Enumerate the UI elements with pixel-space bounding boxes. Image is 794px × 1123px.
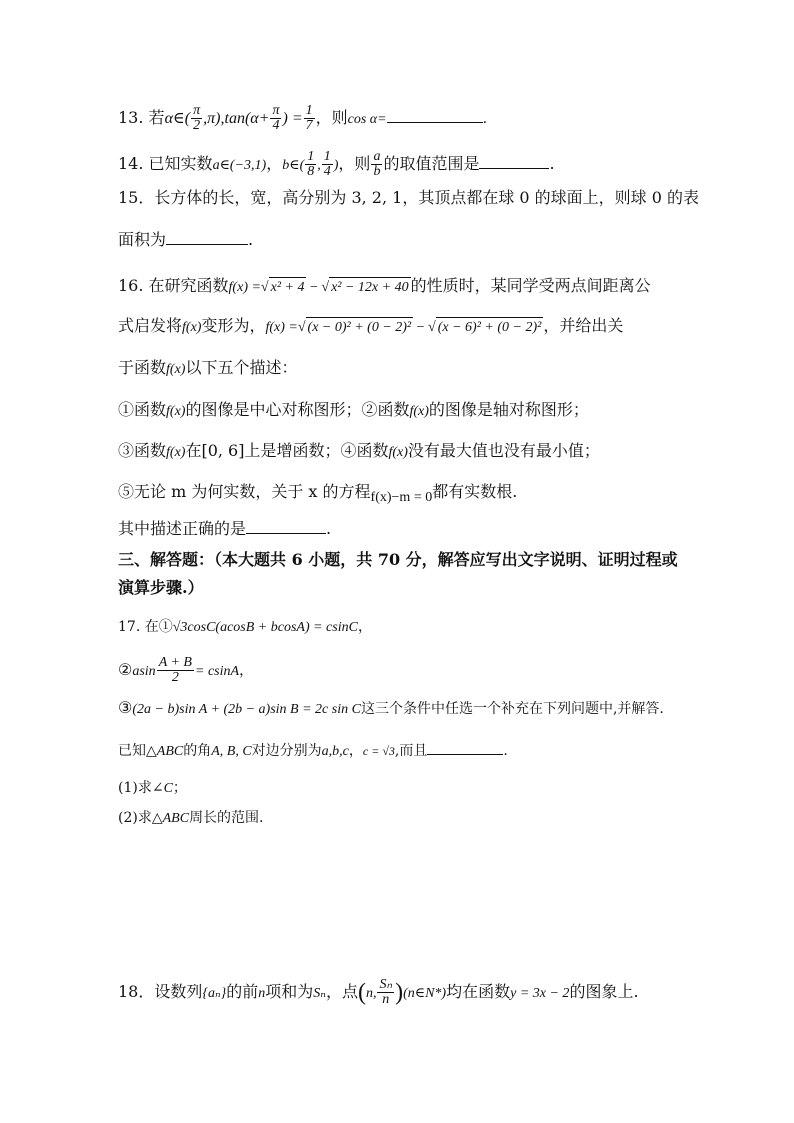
math: f(x)−m = 0: [370, 490, 433, 505]
sqrt-symbol: √: [297, 320, 306, 335]
text: 项和为: [265, 982, 314, 1001]
math: {aₙ}: [202, 986, 227, 1001]
math: (2a − b)sin A + (2b − a)sin B = 2c sin C: [132, 702, 361, 717]
text: ⑤无论 m 为何实数，关于 x 的方程: [118, 482, 371, 501]
text: 均在函数: [446, 982, 511, 1001]
text: ，: [266, 154, 283, 173]
text: ，并给出关: [543, 316, 624, 335]
text: ，: [357, 619, 372, 635]
text: 的角: [183, 743, 212, 759]
math: (x − 0)² + (0 − 2)²: [306, 317, 414, 338]
answer-blank: [166, 230, 248, 245]
text: ，点: [325, 982, 358, 1001]
fraction-a-plus-b-over-2: $\frac{A + B}{2}$: [158, 655, 192, 685]
math: ): [333, 158, 339, 173]
math: −: [413, 320, 429, 335]
math: a,b,c: [321, 744, 349, 759]
text: ，则: [315, 108, 348, 127]
question-17-line-3: [118, 698, 664, 720]
text: .: [482, 111, 488, 127]
text: ①函数: [118, 400, 167, 419]
question-15-line-1: 15．长方体的长，宽，高分别为 3, 2, 1，其顶点都在球 0 的球面上，则球 0 的表: [118, 188, 700, 207]
text: ；: [172, 780, 187, 796]
math: ∠C: [151, 781, 173, 796]
text: ③: [118, 698, 133, 717]
text: 的前: [226, 982, 259, 1001]
math: ,π),tan(α+: [203, 110, 270, 127]
answer-blank: [387, 108, 483, 123]
text: 式启发将: [118, 316, 183, 335]
answer-blank: [246, 519, 326, 534]
math: △ABC: [151, 811, 190, 826]
text: 的图像是轴对称图形；: [428, 400, 589, 419]
question-15-line-2: [118, 230, 253, 250]
question-16-item-5: [118, 482, 517, 508]
text: 已知: [118, 743, 146, 759]
text: .: [503, 743, 508, 759]
math: x² − 12x + 40: [329, 277, 411, 298]
math: a∈(−3,1): [212, 158, 267, 173]
question-13: [118, 104, 487, 133]
text: ②: [118, 660, 133, 679]
answer-blank: [479, 154, 549, 169]
math: (n∈N*): [403, 986, 447, 1001]
math: = csinA: [195, 664, 240, 679]
math: n,: [365, 986, 377, 1001]
text: 面积为: [118, 230, 167, 249]
math: c = √3: [362, 744, 395, 758]
math: ,: [317, 158, 321, 173]
question-14: [118, 150, 555, 179]
math: α∈(: [164, 110, 191, 127]
section-heading-line-2: 演算步骤.）: [118, 578, 204, 597]
math: b∈(: [282, 158, 305, 173]
text: 没有最大值也没有最小值；: [407, 441, 600, 460]
fraction-1-4: $\frac{1}{4}$: [323, 149, 331, 179]
text: .: [248, 230, 254, 249]
math: cos α=: [347, 112, 387, 127]
answer-blank: [427, 740, 503, 755]
text: 周长的范围.: [189, 810, 264, 826]
math: f(x): [166, 404, 186, 419]
text: ，则: [338, 154, 371, 173]
math: asin: [132, 664, 156, 679]
sqrt-symbol: √: [260, 280, 269, 295]
math: x² + 4: [269, 277, 307, 298]
question-17-line-4: [118, 740, 508, 762]
text: 在[0, 6]上是增函数；④函数: [185, 441, 389, 460]
question-16-line-1: [118, 276, 651, 298]
fraction-pi-2: $\frac{\pi}{2}$: [193, 103, 201, 133]
question-16-line-3: [118, 358, 297, 380]
math: y = 3x − 2: [510, 986, 570, 1001]
math: √3cosC(acosB + bcosA) = csinC: [172, 620, 358, 635]
fraction-sn-over-n: $\frac{\text{Sₙ}}{n}$: [379, 977, 393, 1007]
text: 17. 在①: [118, 619, 173, 635]
text: 已知实数: [148, 154, 213, 173]
text: 的取值范围是: [383, 154, 480, 173]
math: f(x): [166, 362, 186, 377]
question-17-part-1: [118, 778, 187, 799]
math: f(x) =: [265, 320, 298, 335]
question-17-line-1: [118, 616, 372, 638]
text: .: [326, 519, 332, 538]
text: 16. 在研究函数: [118, 276, 229, 295]
paren-close: ): [395, 979, 404, 1006]
question-17-line-2: [118, 656, 253, 685]
fraction-1-8: $\frac{1}{8}$: [307, 149, 315, 179]
math: Sₙ: [313, 986, 326, 1001]
text: 的性质时，某同学受两点间距离公: [410, 276, 651, 295]
math: f(x): [182, 320, 202, 335]
sqrt-symbol: √: [321, 280, 330, 295]
text: 其中描述正确的是: [118, 519, 247, 538]
text: 若: [148, 108, 165, 127]
text: ,而且: [394, 743, 428, 759]
math: (x − 6)² + (0 − 2)²: [436, 317, 544, 338]
math: f(x): [409, 404, 429, 419]
math: −: [306, 280, 322, 295]
question-16-item-1-2: [118, 400, 589, 422]
math: f(x): [166, 445, 186, 460]
text: 以下五个描述：: [185, 358, 298, 377]
section-heading: 三、解答题：（本大题共 6 小题，共 70 分，解答应写出文字说明、证明过程或: [118, 550, 678, 569]
math: f(x) =: [228, 280, 261, 295]
math: n: [258, 986, 266, 1001]
text: 于函数: [118, 358, 167, 377]
text: .: [549, 154, 555, 173]
question-number: 14.: [118, 154, 144, 173]
text: 都有实数根.: [432, 482, 518, 501]
math: ) =: [282, 110, 303, 127]
fraction-pi-4: $\frac{\pi}{4}$: [272, 103, 280, 133]
sqrt-symbol: √: [428, 320, 436, 335]
math: △ABC: [146, 744, 184, 759]
text: ，: [348, 743, 363, 759]
fraction-1-7: $\frac{1}{7}$: [305, 103, 313, 133]
question-17-part-2: [118, 808, 264, 829]
text: 的图像是中心对称图形；②函数: [185, 400, 410, 419]
text: (2)求: [118, 810, 152, 826]
math: f(x): [388, 445, 408, 460]
text: 的图象上.: [569, 982, 639, 1001]
text: 对边分别为: [251, 743, 322, 759]
text: ，: [239, 663, 254, 679]
text: 这三个条件中任选一个补充在下列问题中,并解答.: [360, 701, 664, 717]
text: 18．设数列: [118, 982, 203, 1001]
paren-open: (: [357, 979, 366, 1006]
question-16-line-2: [118, 316, 623, 338]
math: A, B, C: [211, 744, 252, 759]
question-18: [118, 978, 639, 1007]
question-number: 13.: [118, 108, 144, 127]
fraction-a-b: $\frac{a}{b}$: [373, 149, 381, 179]
question-16-answer: [118, 519, 331, 539]
text: (1)求: [118, 780, 152, 796]
text: ③函数: [118, 441, 167, 460]
text: 变形为，: [201, 316, 266, 335]
question-16-item-3-4: [118, 441, 600, 463]
